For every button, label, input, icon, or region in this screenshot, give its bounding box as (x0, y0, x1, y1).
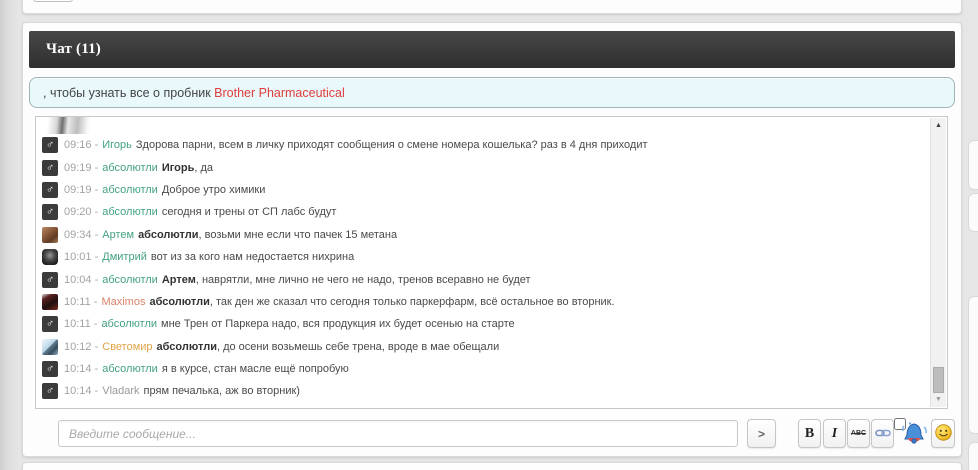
user-avatar: ♂ (42, 204, 58, 220)
user-avatar: ♂ (42, 160, 58, 176)
message-time: 10:11 - (64, 295, 98, 308)
chat-message-row (42, 313, 930, 335)
message-username[interactable]: абсолютли (102, 363, 158, 376)
message-time: 10:11 - (64, 318, 98, 331)
message-time: 10:04 - (64, 273, 99, 286)
chat-panel (22, 22, 962, 457)
bold-button[interactable]: B (798, 419, 821, 448)
message-text: Доброе утро химики (161, 183, 266, 196)
chat-scrollbar[interactable] (930, 118, 946, 407)
emoji-button[interactable] (931, 419, 955, 448)
message-text: вот из за кого нам недостается нихрина (150, 251, 355, 264)
chat-title: Чат (11) (46, 41, 102, 57)
message-text: прям печалька, аж во вторник) (143, 385, 300, 398)
message-username[interactable]: абсолютли (102, 273, 158, 286)
message-username[interactable]: Дмитрий (102, 251, 147, 264)
send-button[interactable]: > (747, 419, 776, 448)
chat-message-row (42, 268, 930, 290)
smiley-icon (935, 424, 952, 444)
message-username[interactable]: Светомир (102, 340, 153, 353)
chat-message-row (42, 291, 930, 313)
message-username[interactable]: Maximos (101, 295, 146, 308)
scrollbar-thumb[interactable] (933, 367, 944, 393)
partial-button[interactable] (33, 0, 73, 2)
bell-icon[interactable] (900, 421, 932, 447)
message-username[interactable]: Vladark (102, 385, 140, 398)
right-rail-fragment (968, 296, 978, 434)
chat-message-row (42, 134, 930, 156)
message-username[interactable]: абсолютли (102, 161, 158, 174)
chat-message-row (42, 201, 930, 223)
user-avatar: ♂ (42, 383, 58, 399)
message-time: 09:16 - (64, 139, 99, 152)
chat-message-row (42, 380, 930, 402)
strikethrough-button[interactable]: ABC (847, 419, 870, 448)
chat-messages (42, 117, 930, 408)
right-rail-fragment (968, 140, 978, 190)
message-username[interactable]: Артем (102, 228, 135, 241)
panel-above-chat (22, 0, 962, 14)
user-avatar: ♂ (42, 182, 58, 198)
user-avatar (42, 339, 58, 355)
user-avatar: ♂ (42, 316, 58, 332)
message-time: 09:34 - (64, 228, 99, 241)
message-time: 10:14 - (64, 385, 99, 398)
right-rail-fragment (968, 442, 978, 470)
message-time: 10:12 - (64, 340, 99, 353)
message-username[interactable]: абсолютли (102, 206, 158, 219)
message-time: 09:20 - (64, 206, 99, 219)
message-time: 09:19 - (64, 183, 99, 196)
scroll-down-icon[interactable]: ▼ (935, 396, 942, 403)
user-avatar (42, 294, 58, 310)
message-input[interactable] (58, 420, 738, 447)
chat-header (29, 31, 955, 68)
scroll-up-icon[interactable]: ▲ (935, 122, 942, 129)
chat-message-row (42, 246, 930, 268)
message-time: 09:19 - (64, 161, 99, 174)
user-avatar (42, 227, 58, 243)
message-text: абсолютли, возьми мне если что пачек 15 метана (138, 228, 398, 241)
message-username[interactable]: абсолютли (101, 318, 158, 331)
chat-message-row (42, 179, 930, 201)
message-text: Игорь, да (161, 161, 214, 174)
user-avatar: ♂ (42, 137, 58, 153)
message-text: мне Трен от Паркера надо, вся продукция их будет осенью на старте (161, 318, 515, 331)
notice-bar (29, 77, 955, 108)
message-time: 10:01 - (64, 251, 99, 264)
chat-message-row (42, 336, 930, 358)
message-text: абсолютли, до осени возьмешь себе трена, вроде в мае обещали (156, 340, 500, 353)
message-text: Здорова парни, всем в личку приходят сообщения о смене номера кошелька? раз в 4 дня приходит (135, 139, 648, 152)
chat-message-list (35, 116, 948, 409)
user-avatar: ♂ (42, 361, 58, 377)
chat-message-row (42, 358, 930, 380)
message-text: Артем, наврятли, мне лично не чего не надо, тренов всеравно не будет (161, 273, 531, 286)
partial-avatar-image (44, 117, 90, 134)
italic-button[interactable]: I (823, 419, 846, 448)
chat-message-row (42, 156, 930, 178)
notice-text: , чтобы узнать все о пробник (43, 85, 215, 100)
chain-link-icon (875, 427, 891, 441)
message-time: 10:14 - (64, 363, 99, 376)
link-button[interactable] (871, 419, 894, 448)
chat-message-row (42, 224, 930, 246)
panel-below-chat (22, 462, 962, 470)
user-avatar: ♂ (42, 272, 58, 288)
message-text: абсолютли, так ден же сказал что сегодня только паркерфарм, всё остальное во вторник. (149, 295, 615, 308)
message-text: сегодня и трены от СП лабс будут (161, 206, 337, 219)
message-username[interactable]: Игорь (102, 139, 132, 152)
message-username[interactable]: абсолютли (102, 183, 158, 196)
message-text: я в курсе, стан масле ещё попробую (161, 363, 349, 376)
page-left-margin (0, 0, 20, 470)
right-rail-fragment (968, 193, 978, 232)
notice-highlight[interactable]: Brother Pharmaceutical (214, 85, 345, 100)
user-avatar (42, 249, 58, 265)
